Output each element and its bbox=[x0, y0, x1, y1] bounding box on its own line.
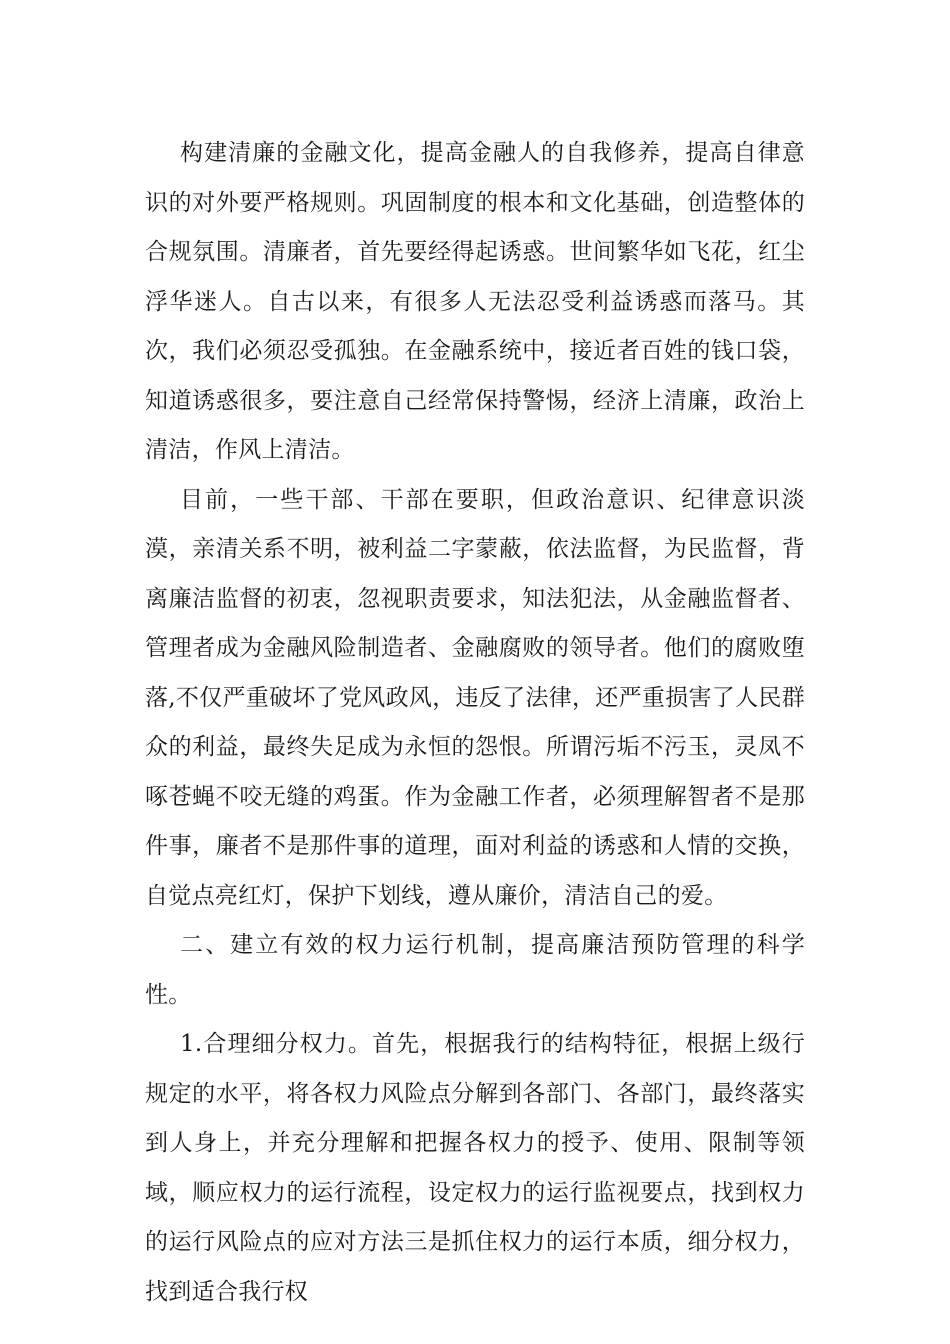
body-text bbox=[145, 129, 805, 1317]
paragraph-subdivide-power: 1.合理细分权力。首先，根据我行的结构特征，根据上级行规定的水平，将各权力风险点分解到各部门、各部门，最终落实到人身上，并充分理解和把握各权力的授予、使用、限制等领域，顺应权力的运行流程，设定权力的运行监视要点，找到权力的运行风险点的应对方法三是抓住权力的运行本质，细分权力，找到适合我行权 bbox=[145, 1031, 805, 1305]
paragraph-clean-finance-culture: 构建清廉的金融文化，提高金融人的自我修养，提高自律意识的对外要严格规则。巩固制度的根本和文化基础，创造整体的合规氛围。清廉者，首先要经得起诱惑。世间繁华如飞花，红尘浮华迷人。自古以来，有很多人无法忍受利益诱惑而落马。其次，我们必须忍受孤独。在金融系统中，接近者百姓的钱口袋，知道诱惑很多，要注意自己经常保持警惕，经济上清廉，政治上清洁，作风上清洁。 bbox=[145, 140, 805, 463]
section-heading-power-mechanism: 二、建立有效的权力运行机制，提高廉洁预防管理的科学性。 bbox=[145, 932, 805, 1008]
paragraph-cadres-corruption: 目前，一些干部、干部在要职，但政治意识、纪律意识淡漠，亲清关系不明，被利益二字蒙蔽，依法监督，为民监督，背离廉洁监督的初衷，忽视职责要求，知法犯法，从金融监督者、管理者成为金融风险制造者、金融腐败的领导者。他们的腐败堕落,不仅严重破坏了党风政风，违反了法律，还严重损害了人民群众的利益，最终失足成为永恒的怨恨。所谓污垢不污玉，灵凤不啄苍蝇不咬无缝的鸡蛋。作为金融工作者，必须理解智者不是那件事，廉者不是那件事的道理，面对利益的诱惑和人情的交换，自觉点亮红灯，保护下划线，遵从廉价，清洁自己的爱。 bbox=[145, 486, 806, 909]
